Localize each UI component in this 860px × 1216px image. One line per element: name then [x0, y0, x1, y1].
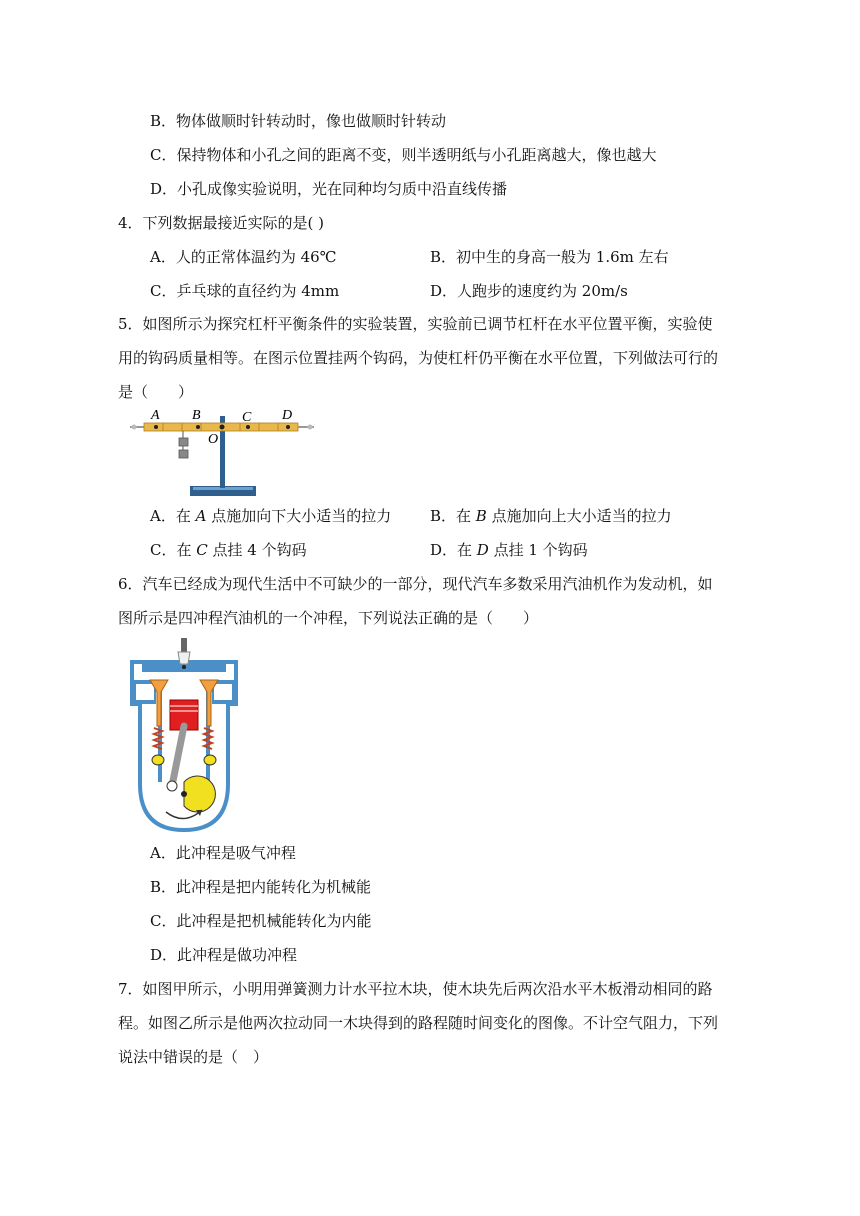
q5-option-a: A．在 A 点施加向下大小适当的拉力 [150, 507, 392, 525]
label-c: C [242, 410, 252, 425]
label-b: B [192, 408, 201, 423]
q4-option-d: D．人跑步的速度约为 20m/s [430, 282, 628, 300]
q3-option-c: C．保持物体和小孔之间的距离不变，则半透明纸与小孔距离越大，像也越大 [150, 146, 657, 164]
lever-figure [128, 402, 318, 498]
q6-stem-line1: 6．汽车已经成为现代生活中不可缺少的一部分，现代汽车多数采用汽油机作为发动机，如 [118, 575, 713, 593]
lever-point-d [286, 425, 290, 429]
cam [152, 755, 164, 765]
lever-point-a [154, 425, 158, 429]
q4-stem: 4．下列数据最接近实际的是( ) [118, 214, 325, 232]
q7-stem-line3: 说法中错误的是（ ） [118, 1048, 269, 1066]
crankshaft [184, 776, 215, 812]
q5-stem-line3: 是（ ） [118, 383, 194, 401]
q6-option-d: D．此冲程是做功冲程 [150, 946, 298, 964]
lever-pivot-o [220, 425, 225, 430]
q6-option-b: B．此冲程是把内能转化为机械能 [150, 878, 372, 896]
label-d: D [282, 408, 293, 423]
q5-option-c: C．在 C 点挂 4 个钩码 [150, 541, 307, 559]
q4-option-b: B．初中生的身高一般为 1.6m 左右 [430, 248, 669, 266]
q5-stem-line2: 用的钩码质量相等。在图示位置挂两个钩码，为使杠杆仍平衡在水平位置，下列做法可行的 [118, 349, 719, 367]
engine-figure [128, 634, 240, 834]
label-o: O [208, 432, 219, 447]
q6-option-c: C．此冲程是把机械能转化为内能 [150, 912, 372, 930]
q3-option-d: D．小孔成像实验说明，光在同种均匀质中沿直线传播 [150, 180, 508, 198]
q5-stem-line1: 5．如图所示为探究杠杆平衡条件的实验装置，实验前已调节杠杆在水平位置平衡，实验使 [118, 315, 713, 333]
label-a: A [151, 408, 160, 423]
hook-weight [179, 438, 188, 446]
q7-stem-line2: 程。如图乙所示是他两次拉动同一木块得到的路程随时间变化的图像。不计空气阻力，下列 [118, 1014, 719, 1032]
q6-stem-line2: 图所示是四冲程汽油机的一个冲程，下列说法正确的是（ ） [118, 609, 539, 627]
spark-plug-icon [181, 638, 187, 652]
q4-option-a: A．人的正常体温约为 46℃ [150, 248, 337, 266]
q5-option-b: B．在 B 点施加向上大小适当的拉力 [430, 507, 672, 525]
lever-point-b [196, 425, 200, 429]
q5-option-d: D．在 D 点挂 1 个钩码 [430, 541, 588, 559]
cam [204, 755, 216, 765]
q7-stem-line1: 7．如图甲所示，小明用弹簧测力计水平拉木块，使木块先后两次沿水平木板滑动相同的路 [118, 980, 713, 998]
q4-option-c: C．乒乓球的直径约为 4mm [150, 282, 340, 300]
hook-weight [179, 450, 188, 458]
q3-option-b: B．物体做顺时针转动时，像也做顺时针转动 [150, 112, 447, 130]
q6-option-a: A．此冲程是吸气冲程 [150, 844, 296, 862]
lever-point-c [246, 425, 250, 429]
